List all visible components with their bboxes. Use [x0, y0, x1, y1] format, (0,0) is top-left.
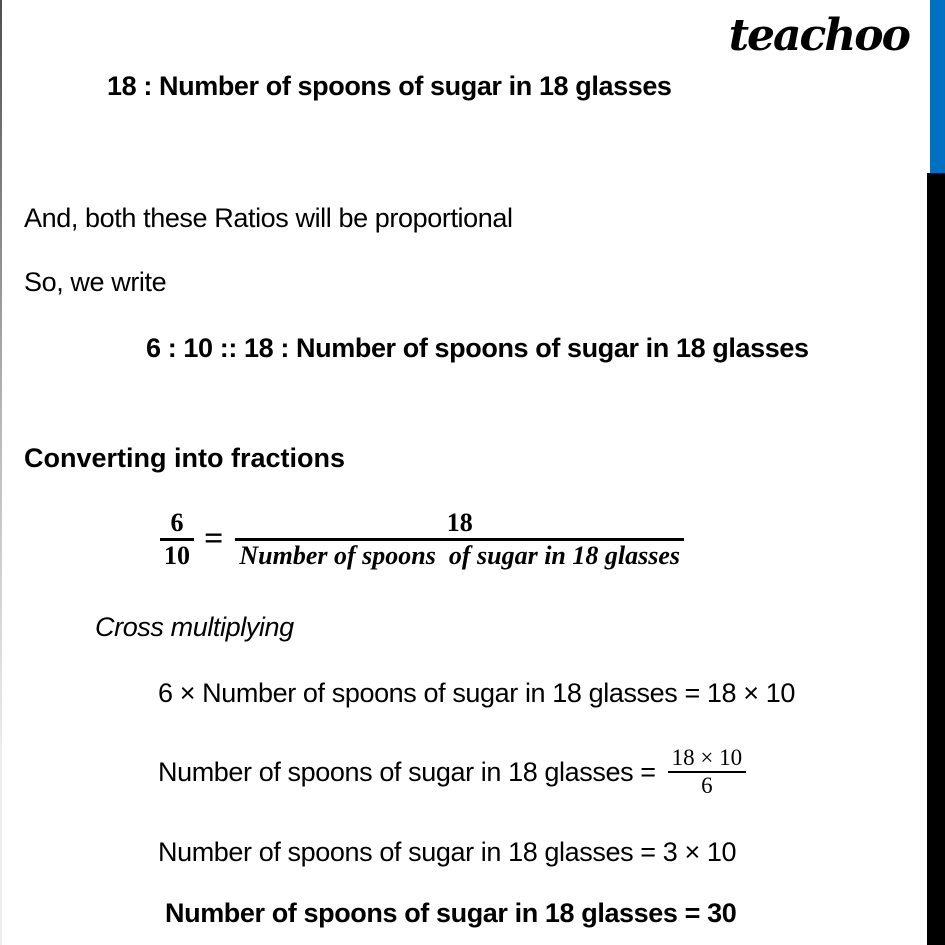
cross-multiplying-label: Cross multiplying — [95, 612, 294, 642]
final-result: Number of spoons of sugar in 18 glasses = 30 — [165, 898, 737, 928]
right-accent-bar-black — [927, 173, 945, 945]
teachoo-logo: teachoo — [728, 10, 909, 61]
equation-step-2-text: Number of spoons of sugar in 18 glasses = — [158, 756, 656, 787]
left-edge-line — [0, 0, 2, 945]
fraction-equation — [160, 508, 684, 571]
fraction-lhs — [160, 508, 194, 571]
proportion-statement: 6 : 10 :: 18 : Number of spoons of sugar in 18 glasses — [146, 333, 809, 363]
fraction-rhs-denominator: Number of spoons of sugar in 18 glasses — [239, 540, 681, 570]
fraction-rhs — [235, 508, 684, 571]
fraction-lhs-denominator: 10 — [164, 540, 190, 570]
fraction-rhs-numerator: 18 — [446, 508, 473, 537]
fraction-lhs-numerator: 6 — [170, 508, 184, 537]
paragraph-so-we-write: So, we write — [24, 267, 167, 297]
equation-step-1: 6 × Number of spoons of sugar in 18 glasses = 18 × 10 — [158, 678, 795, 708]
ratio-heading: 18 : Number of spoons of sugar in 18 glasses — [107, 71, 672, 101]
equation-step-3: Number of spoons of sugar in 18 glasses = 3 × 10 — [158, 837, 737, 867]
right-accent-bar-blue — [930, 0, 945, 173]
small-fraction-numerator: 18 × 10 — [671, 745, 743, 770]
small-fraction-denominator: 6 — [701, 773, 713, 799]
fraction-18x10-over-6 — [668, 745, 746, 800]
equals-sign: = — [204, 520, 224, 558]
equation-step-2 — [158, 745, 746, 800]
section-heading-converting: Converting into fractions — [24, 443, 346, 473]
paragraph-proportional: And, both these Ratios will be proportional — [24, 203, 513, 233]
